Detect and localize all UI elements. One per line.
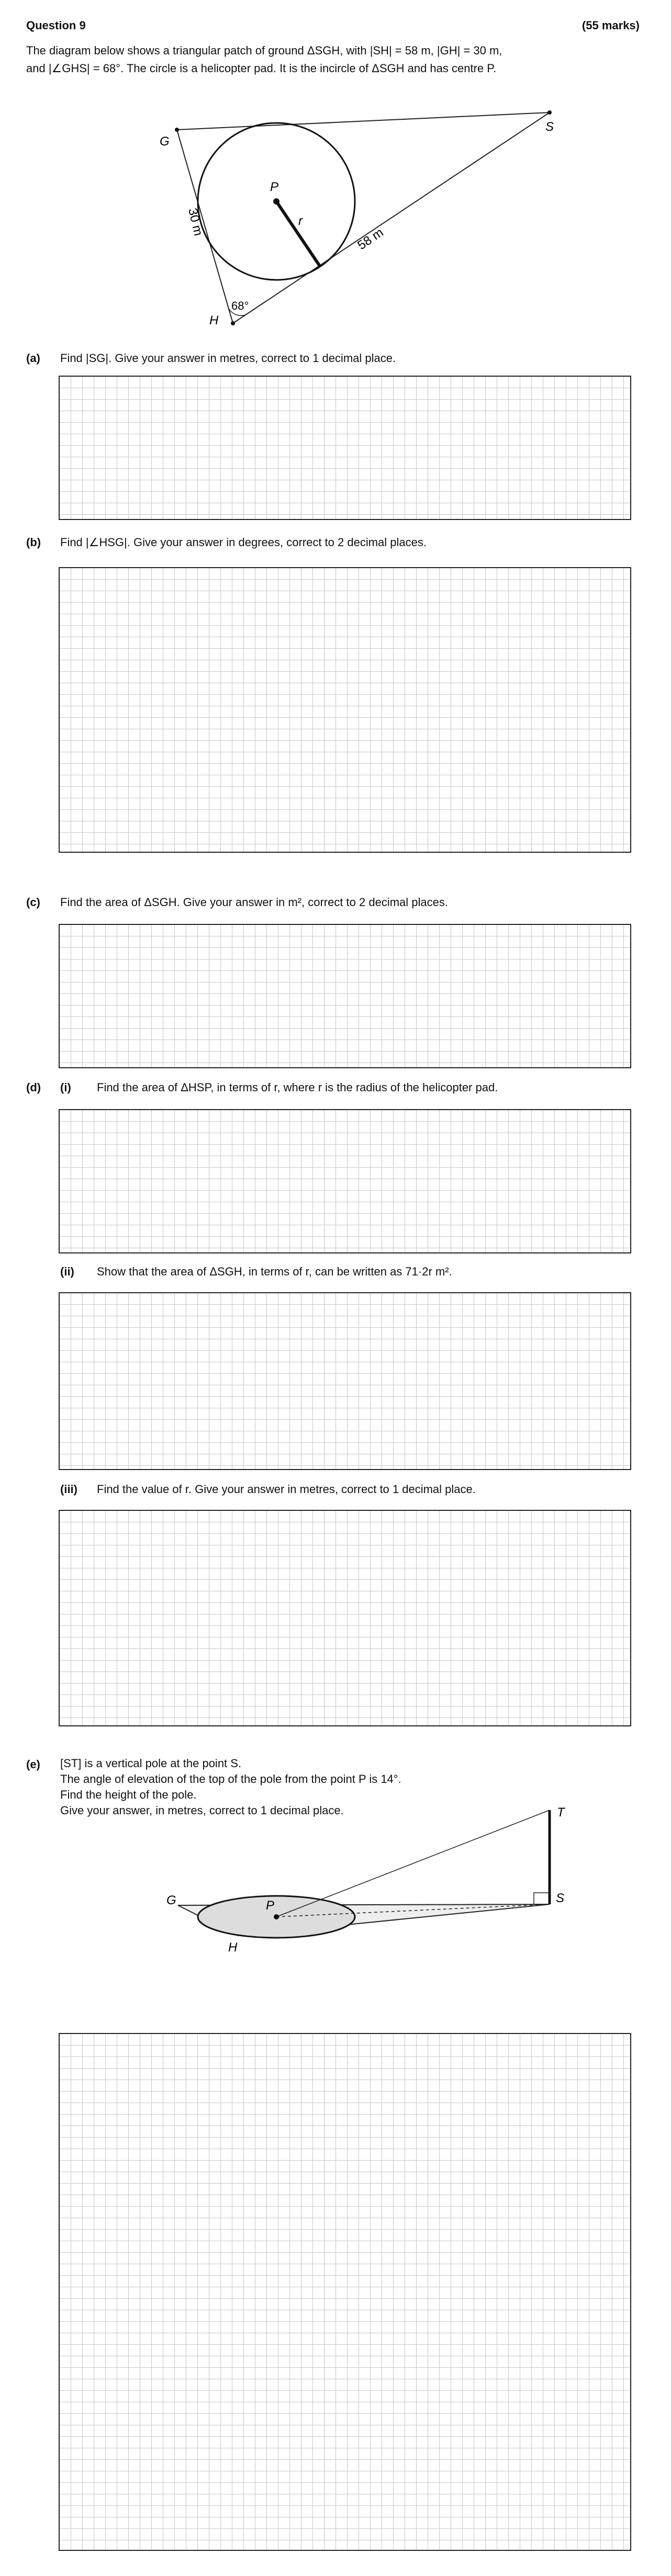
- part-e-line-1: [ST] is a vertical pole at the point S.: [60, 1757, 242, 1770]
- answer-box-b[interactable]: [59, 567, 631, 853]
- label2-t: T: [557, 1805, 565, 1820]
- part-d-i-text: Find the area of ΔHSP, in terms of r, where r is the radius of the helicopter pad.: [97, 1081, 498, 1094]
- right-angle-mark: [534, 1893, 550, 1904]
- answer-box-d-iii[interactable]: [59, 1510, 631, 1726]
- part-e-label: (e): [26, 1758, 40, 1771]
- centre-point: [273, 198, 279, 205]
- part-d-ii-label: (ii): [60, 1265, 74, 1278]
- label2-g: G: [166, 1893, 176, 1907]
- answer-box-c[interactable]: [59, 924, 631, 1068]
- label-g: G: [160, 134, 170, 149]
- part-d-iii-label: (iii): [60, 1483, 77, 1496]
- triangle-sgh: [177, 112, 550, 323]
- part-d-label: (d): [26, 1081, 41, 1094]
- label-side-gh: 30 m: [185, 207, 206, 238]
- label2-p: P: [266, 1899, 275, 1913]
- vertex-g-point: [175, 128, 179, 132]
- part-c-text: Find the area of ΔSGH. Give your answer in m², correct to 2 decimal places.: [60, 896, 448, 909]
- part-d-iii-text: Find the value of r. Give your answer in metres, correct to 1 decimal place.: [97, 1483, 476, 1496]
- part-b-text: Find |∠HSG|. Give your answer in degrees, correct to 2 decimal places.: [60, 536, 427, 549]
- question-marks: (55 marks): [581, 19, 640, 32]
- part-e-line-4: Give your answer, in metres, correct to 1 decimal place.: [60, 1804, 344, 1817]
- label-side-sh: 58 m: [355, 225, 386, 253]
- part-e-line-2: The angle of elevation of the top of the pole from the point P is 14°.: [60, 1772, 401, 1786]
- part-a-label: (a): [26, 352, 40, 365]
- part-d-i-label: (i): [60, 1081, 71, 1094]
- label-angle-h: 68°: [231, 299, 249, 312]
- vertex-s-point: [547, 110, 552, 115]
- intro-line-2: and |∠GHS| = 68°. The circle is a helicopter pad. It is the incircle of ΔSGH and has centre P.: [26, 62, 497, 75]
- pole-diagram: [0, 1800, 671, 1957]
- label2-h: H: [228, 1940, 238, 1954]
- intro-text: [26, 42, 639, 77]
- label-r: r: [298, 214, 303, 228]
- label-s: S: [545, 120, 554, 134]
- sight-line-pt: [276, 1810, 550, 1917]
- answer-box-d-ii[interactable]: [59, 1292, 631, 1470]
- vertex-h-point: [231, 321, 235, 325]
- label-p: P: [270, 180, 279, 194]
- part-b-label: (b): [26, 536, 41, 549]
- answer-box-a[interactable]: [59, 376, 631, 520]
- part-d-ii-text: Show that the area of ΔSGH, in terms of r, can be written as 71·2r m².: [97, 1265, 452, 1278]
- label2-s: S: [556, 1891, 565, 1905]
- label-h: H: [209, 313, 219, 327]
- part-a-text: Find |SG|. Give your answer in metres, correct to 1 decimal place.: [60, 352, 396, 365]
- triangle-incircle-diagram: [0, 84, 671, 345]
- answer-box-e[interactable]: [59, 2033, 631, 2551]
- part-c-label: (c): [26, 896, 40, 909]
- intro-line-1: The diagram below shows a triangular patch of ground ΔSGH, with |SH| = 58 m, |GH| = 30 m,: [26, 44, 502, 57]
- part-e-line-3: Find the height of the pole.: [60, 1788, 197, 1801]
- radius-line: [276, 201, 320, 267]
- question-title: Question 9: [26, 19, 86, 32]
- point-p: [274, 1914, 279, 1919]
- answer-box-d-i[interactable]: [59, 1109, 631, 1253]
